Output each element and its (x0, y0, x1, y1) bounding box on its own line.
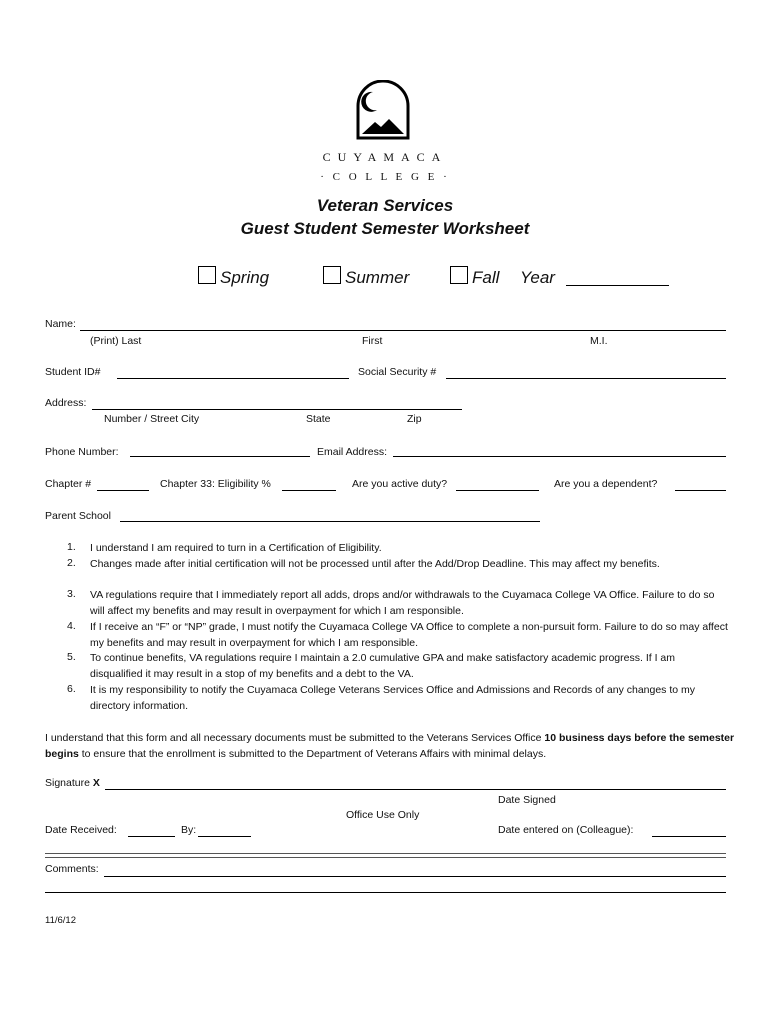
list-item-number: 4. (67, 620, 76, 632)
date-signed-label: Date Signed (498, 794, 556, 806)
by-field[interactable] (198, 836, 251, 837)
college-name-line2: · C O L L E G E · (320, 171, 450, 183)
student-id-field[interactable] (117, 378, 349, 379)
dependent-label: Are you a dependent? (554, 478, 658, 490)
list-item-text: If I receive an “F” or “NP” grade, I must notify the Cuyamaca College VA Office to complete a non-pursuit form. Failure to do so may affect my benefits and may result in overpayment for which I am responsible. (90, 621, 728, 649)
form-title: Veteran Services (316, 196, 454, 215)
state-label: State (306, 413, 331, 425)
print-last-label: (Print) Last (90, 335, 142, 347)
year-field[interactable] (566, 285, 669, 286)
student-id-label: Student ID# (45, 366, 101, 378)
comments-field-line2[interactable] (45, 892, 726, 893)
chapter-label: Chapter # (45, 478, 92, 490)
ssn-field[interactable] (446, 378, 726, 379)
college-logo (355, 80, 411, 140)
active-duty-field[interactable] (456, 490, 539, 491)
spring-label: Spring (220, 268, 270, 287)
address-label: Address: (45, 397, 87, 409)
zip-label: Zip (407, 413, 422, 425)
summer-label: Summer (345, 268, 410, 287)
phone-field[interactable] (130, 456, 310, 457)
chapter-field[interactable] (97, 490, 149, 491)
email-label: Email Address: (317, 446, 388, 458)
phone-label: Phone Number: (45, 446, 119, 458)
date-received-label: Date Received: (45, 824, 117, 836)
parent-school-label: Parent School (45, 510, 111, 522)
signature-label: Signature X (45, 777, 100, 789)
section-divider (45, 853, 726, 858)
office-use-title: Office Use Only (346, 809, 420, 821)
fall-label: Fall (472, 268, 500, 287)
name-label: Name: (45, 318, 76, 330)
active-duty-label: Are you active duty? (352, 478, 448, 490)
list-item-text: It is my responsibility to notify the Cuyamaca College Veterans Services Office and Admissions and Records of any changes to my directory information. (90, 684, 696, 712)
address-field[interactable] (92, 409, 462, 410)
list-item-number: 1. (67, 541, 76, 553)
ssn-label: Social Security # (358, 366, 437, 378)
street-city-label: Number / Street City (104, 413, 200, 425)
list-item-number: 3. (67, 588, 76, 600)
chapter33-field[interactable] (282, 490, 336, 491)
list-item-text: To continue benefits, VA regulations require I maintain a 2.0 cumulative GPA and make satisfactory academic progress. If I am disqualified it may result in a stop of my benefits and a debt to the VA. (90, 652, 675, 680)
revision-date: 11/6/12 (45, 915, 76, 926)
list-item-text: I understand I am required to turn in a Certification of Eligibility. (90, 542, 382, 554)
submission-statement: I understand that this form and all necessary documents must be submitted to the Veterans Services Office 10 business days before the semester begins to ensure that the enrollment is submitted to the Department of Veterans Affairs with minimal delays. (45, 732, 735, 760)
email-field[interactable] (393, 456, 726, 457)
first-label: First (362, 335, 383, 347)
college-name-line1: CUYAMACA (322, 150, 448, 164)
list-item-text: VA regulations require that I immediately report all adds, drops and/or withdrawals to the Cuyamaca College VA Office. Failure to do so will affect my benefits and may result in overpayment for which I am responsible. (90, 589, 715, 617)
parent-school-field[interactable] (120, 521, 540, 522)
dependent-field[interactable] (675, 490, 726, 491)
list-item-number: 2. (67, 557, 76, 569)
summer-checkbox[interactable] (323, 266, 341, 284)
date-entered-label: Date entered on (Colleague): (498, 824, 634, 836)
name-field[interactable] (80, 330, 726, 331)
mi-label: M.I. (590, 335, 608, 347)
comments-field-line1[interactable] (104, 876, 726, 877)
form-subtitle: Guest Student Semester Worksheet (240, 219, 530, 238)
by-label: By: (181, 824, 197, 836)
list-item-number: 6. (67, 683, 76, 695)
chapter33-label: Chapter 33: Eligibility % (160, 478, 271, 490)
spring-checkbox[interactable] (198, 266, 216, 284)
fall-checkbox[interactable] (450, 266, 468, 284)
year-label: Year (520, 268, 555, 287)
comments-label: Comments: (45, 863, 99, 875)
list-item-number: 5. (67, 651, 76, 663)
signature-field[interactable] (105, 789, 726, 790)
date-entered-field[interactable] (652, 836, 726, 837)
date-received-field[interactable] (128, 836, 175, 837)
list-item-text: Changes made after initial certification will not be processed until after the Add/Drop Deadline. This may affect my benefits. (90, 558, 660, 570)
